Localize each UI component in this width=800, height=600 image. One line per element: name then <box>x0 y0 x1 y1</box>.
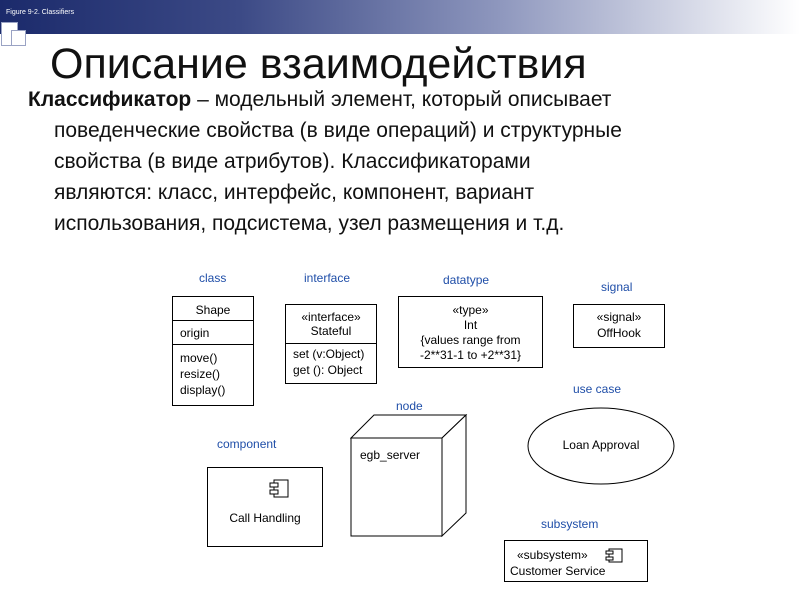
interface-divider <box>285 343 377 344</box>
paragraph-line-3: свойства (в виде атрибутов). Классификаторами <box>54 150 531 173</box>
slide-header-bar <box>0 0 800 34</box>
subsystem-component-icon <box>604 548 624 564</box>
node-name: egb_server <box>360 448 421 462</box>
subsystem-stereotype: «subsystem» <box>517 548 588 562</box>
use-case-name: Loan Approval <box>562 438 640 452</box>
interface-label: interface <box>304 271 351 285</box>
component-box <box>207 467 323 547</box>
slide-title: Описание взаимодействия <box>50 40 587 88</box>
class-operation: resize() <box>180 367 221 381</box>
datatype-stereotype: «type» <box>452 303 489 317</box>
datatype-constraint: {values range from <box>420 333 521 347</box>
class-name: Shape <box>195 303 231 317</box>
class-label: class <box>199 271 227 285</box>
datatype-name: Int <box>463 318 478 332</box>
use-case-label: use case <box>573 382 622 396</box>
paragraph-line-2: поведенческие свойства (в виде операций) и структурные <box>54 119 622 142</box>
signal-label: signal <box>601 280 633 294</box>
signal-stereotype: «signal» <box>596 310 642 324</box>
datatype-constraint: -2**31-1 to +2**31} <box>419 348 522 362</box>
paragraph-line-4: являются: класс, интерфейс, компонент, вариант <box>54 181 535 204</box>
node-label: node <box>396 399 423 413</box>
node-cube <box>350 414 468 538</box>
term-classifier: Классификатор <box>28 88 192 111</box>
paragraph-line-1-rest: – модельный элемент, который описывает <box>191 88 612 111</box>
interface-operation: set (v:Object) <box>293 347 365 361</box>
component-label: component <box>217 437 277 451</box>
class-divider <box>172 320 254 321</box>
datatype-label: datatype <box>443 273 490 287</box>
decorative-square <box>11 30 26 46</box>
paragraph-line-5: использования, подсистема, узел размещения и т.д. <box>54 212 565 235</box>
subsystem-label: subsystem <box>541 517 599 531</box>
signal-name: OffHook <box>597 326 641 340</box>
figure-caption: Figure 9-2. Classifiers <box>6 9 75 16</box>
class-operation: display() <box>180 383 226 397</box>
component-icon <box>268 479 290 499</box>
interface-name: Stateful <box>310 324 352 338</box>
class-operation: move() <box>180 351 218 365</box>
class-divider <box>172 344 254 345</box>
interface-operation: get (): Object <box>293 363 363 377</box>
definition-paragraph <box>28 84 788 239</box>
subsystem-name: Customer Service <box>510 564 606 578</box>
component-name: Call Handling <box>229 511 301 525</box>
class-attribute: origin <box>180 326 210 340</box>
interface-stereotype: «interface» <box>301 310 361 324</box>
paragraph-line-1 <box>28 84 788 115</box>
